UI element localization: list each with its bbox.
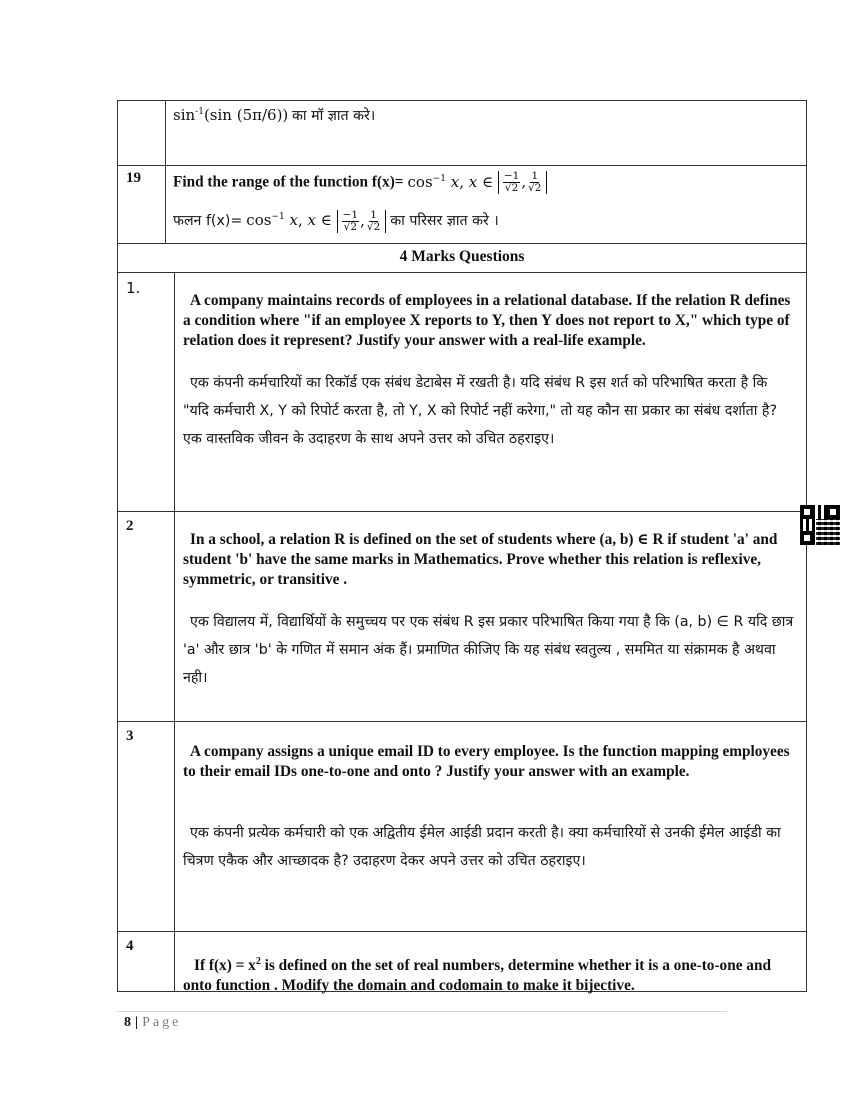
section-heading-row (118, 244, 806, 273)
question-4-cell (183, 932, 796, 995)
qr-code-icon (800, 505, 840, 545)
question-number: 3 (126, 728, 134, 744)
question-18-cell (173, 101, 806, 165)
question-19-cell (173, 166, 806, 243)
question-2-cell (183, 512, 796, 721)
section-heading: 4 Marks Questions (399, 248, 525, 265)
question-4-english: If $f(x) = x^2$ is defined on the set of real numbers, determine whether it is a one-to-one and onto function . Modify the domain and codomain to make it bijective. (183, 956, 771, 995)
question-2-row (118, 512, 806, 722)
footer-separator: | (135, 1015, 139, 1030)
question-1-hindi: एक कंपनी कर्मचारियों का रिकॉर्ड एक संबंध डेटाबेस में रखती है। यदि संबंध R इस शर्त को परिभाषित करता है कि "यदि कर्मचारी X, Y को रिपोर्ट करता है, तो Y, X को रिपोर्ट नहीं करेगा," तो यह कौन सा प्रकार का संबंध दर्शाता है? एक वास्तविक जीवन के उदाहरण के साथ अपने उत्तर को उचित ठहराइए। (183, 375, 777, 447)
number-cell (118, 101, 166, 165)
question-4-row (118, 932, 806, 995)
question-3-english: A company assigns a unique email ID to every employee. Is the function mapping employees to their email IDs one-to-one and onto ? Justify your answer with an example. (183, 743, 790, 780)
footer-divider (117, 1011, 727, 1012)
question-number: 1. (126, 279, 141, 297)
question-number: 19 (126, 170, 141, 186)
question-2-english: In a school, a relation R is defined on the set of students where (a, b) ∈ R if student 'a' and student 'b' have the same marks in Mathematics. Prove whether this relation is reflexive, symmetric, or transitive . (183, 531, 778, 588)
question-3-hindi: एक कंपनी प्रत्येक कर्मचारी को एक अद्वितीय ईमेल आईडी प्रदान करती है। क्या कर्मचारियों से उनकी ईमेल आईडी का चित्रण एकैक और आच्छादक है? उदाहरण देकर अपने उत्तर को उचित ठहराइए। (183, 825, 781, 869)
question-19-english: Find the range of the function $f(x)= \cos^{-1} x$, x ∈ $\frac{-1}{√2}$ , $\frac{1}{√2}$ (173, 171, 547, 194)
page-footer (124, 1015, 181, 1031)
questions-table (117, 100, 807, 995)
question-1-english: A company maintains records of employees in a relational database. If the relation R defines a condition where "if an employee X reports to Y, then Y does not report to X," which type of relation does it represent? Justify your answer with a real-life example. (183, 292, 791, 349)
number-cell (118, 166, 166, 243)
number-cell (118, 722, 175, 931)
question-3-cell (183, 722, 796, 931)
question-number: 4 (126, 938, 134, 954)
number-cell (118, 932, 175, 991)
question-1-row (118, 273, 806, 512)
page-number: 8 (124, 1015, 131, 1030)
question-1-cell (183, 273, 796, 511)
page-word: Page (142, 1015, 182, 1030)
number-cell (118, 273, 175, 511)
question-18-row (118, 101, 806, 166)
question-19-hindi: फलन $f(x)= \cos^{-1} x$, x ∈ $\frac{-1}{√2}$ , $\frac{1}{√2}$ का परिसर ज्ञात करे । (173, 208, 499, 233)
question-number: 2 (126, 518, 134, 534)
question-2-hindi: एक विद्यालय में, विद्यार्थियों के समुच्चय पर एक संबंध R इस प्रकार परिभाषित किया गया है कि (a, b) ∈ R यदि छात्र 'a' और छात्र 'b' के गणित में समान अंक हैं। प्रमाणित कीजिए कि यह संबंध स्वतुल्य , सममित या संक्रामक है अथवा नही। (183, 614, 794, 686)
question-3-row (118, 722, 806, 932)
question-18-text: $\sin^{-1}(\sin$ (5π/6)) का मॉ ज्ञात करे। (173, 106, 376, 124)
question-19-row (118, 166, 806, 244)
number-cell (118, 512, 175, 721)
